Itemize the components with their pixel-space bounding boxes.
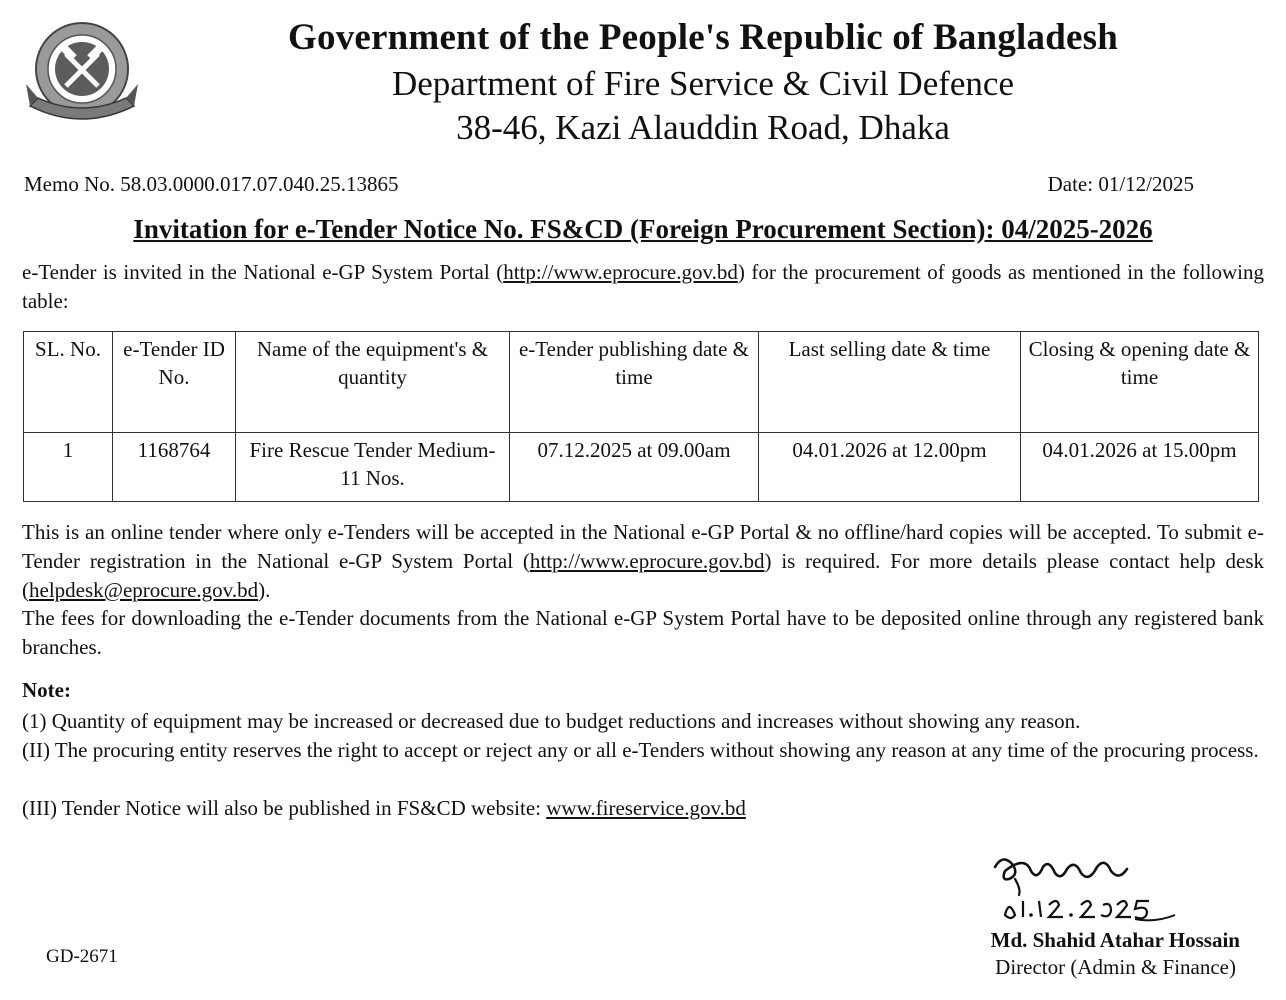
header-tender-id: e-Tender ID No. bbox=[113, 332, 236, 433]
intro-text-after: ) for the procurement of goods as mentioned in the following table: bbox=[22, 260, 1264, 313]
cell-sl-no: 1 bbox=[24, 433, 113, 502]
cell-tender-id: 1168764 bbox=[113, 433, 236, 502]
handwritten-signature-icon bbox=[985, 845, 1185, 925]
government-title: Government of the People's Republic of Bangladesh bbox=[288, 17, 1118, 58]
cell-publishing-date: 07.12.2025 at 09.00am bbox=[510, 433, 759, 502]
note-heading: Note: bbox=[22, 678, 71, 702]
body1-part2: ) is required. For more details please contact help desk ( bbox=[22, 549, 1264, 602]
header-last-selling-date: Last selling date & time bbox=[759, 332, 1021, 433]
note-item-3 bbox=[22, 794, 1264, 823]
table-header-row bbox=[24, 332, 1259, 433]
eprocure-link[interactable]: http://www.eprocure.gov.bd bbox=[503, 260, 738, 284]
header-publishing-date: e-Tender publishing date & time bbox=[510, 332, 759, 433]
online-tender-paragraph bbox=[22, 518, 1264, 605]
table-row bbox=[24, 433, 1259, 502]
body1-part3: ). bbox=[258, 578, 271, 602]
department-address: 38-46, Kazi Alauddin Road, Dhaka bbox=[456, 108, 950, 147]
body1-part1: This is an online tender where only e-Tenders will be accepted in the National e-GP Portal & no offline/hard copies will be accepted. To submit e-Tender registration in the National e-GP System Portal ( bbox=[22, 520, 1264, 573]
fire-service-emblem-icon bbox=[22, 14, 144, 132]
department-name: Department of Fire Service & Civil Defence bbox=[391, 64, 1014, 103]
cell-equipment: Fire Rescue Tender Medium- 11 Nos. bbox=[236, 433, 510, 502]
cell-closing-date: 04.01.2026 at 15.00pm bbox=[1021, 433, 1259, 502]
intro-text-before: e-Tender is invited in the National e-GP System Portal ( bbox=[22, 260, 504, 284]
cell-last-selling-date: 04.01.2026 at 12.00pm bbox=[759, 433, 1021, 502]
note-item-2: (II) The procuring entity reserves the right to accept or reject any or all e-Tenders without showing any reason at any time of the procuring process. bbox=[22, 738, 1259, 762]
notice-title: Invitation for e-Tender Notice No. FS&CD (Foreign Procurement Section): 04/2025-2026 bbox=[133, 214, 1153, 244]
notice-date: Date: 01/12/2025 bbox=[1047, 172, 1194, 196]
memo-number: Memo No. 58.03.0000.017.07.040.25.13865 bbox=[24, 172, 399, 196]
intro-paragraph bbox=[22, 258, 1264, 316]
document-code: GD-2671 bbox=[46, 946, 118, 967]
fireservice-website-link[interactable]: www.fireservice.gov.bd bbox=[546, 796, 746, 820]
helpdesk-email-link[interactable]: helpdesk@eprocure.gov.bd bbox=[29, 578, 259, 602]
note-item-3-text: (III) Tender Notice will also be published in FS&CD website: bbox=[22, 796, 547, 820]
header-closing-date: Closing & opening date & time bbox=[1021, 332, 1259, 433]
fees-paragraph: The fees for downloading the e-Tender documents from the National e-GP System Portal have to be deposited online through any registered bank branches. bbox=[22, 606, 1264, 659]
note-item-1: (1) Quantity of equipment may be increased or decreased due to budget reductions and increases without showing any reason. bbox=[22, 709, 1081, 733]
signer-title: Director (Admin & Finance) bbox=[995, 955, 1236, 979]
header-sl-no: SL. No. bbox=[24, 332, 113, 433]
tender-table bbox=[23, 331, 1259, 502]
signer-name: Md. Shahid Atahar Hossain bbox=[990, 928, 1240, 952]
header-equipment: Name of the equipment's & quantity bbox=[236, 332, 510, 433]
eprocure-link-2[interactable]: http://www.eprocure.gov.bd bbox=[529, 549, 765, 573]
